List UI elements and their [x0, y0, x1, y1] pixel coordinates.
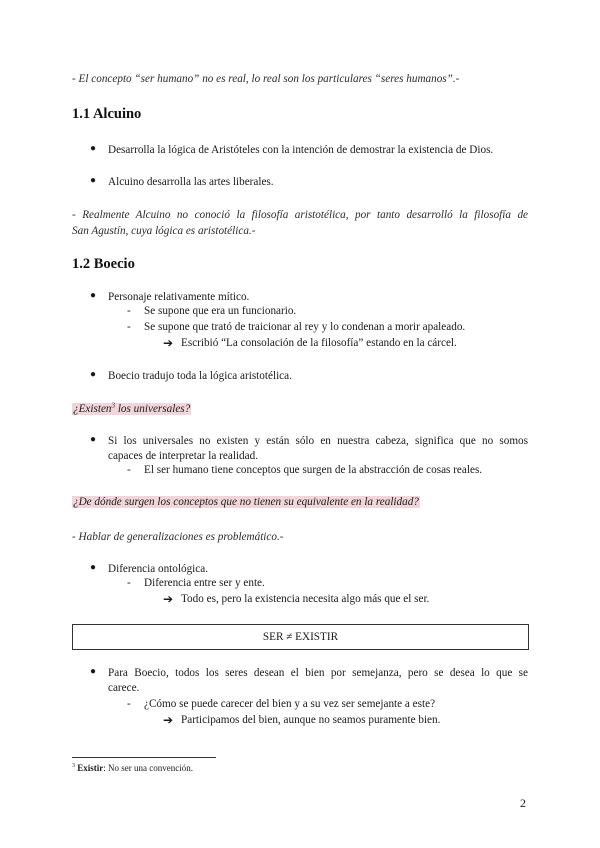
- heading-boecio: 1.2 Boecio: [72, 256, 135, 272]
- dash-marker: -: [127, 321, 131, 333]
- dash-marker: -: [127, 464, 131, 476]
- arrow-item-text: Escribió “La consolación de la filosofía” estando en la cárcel.: [181, 337, 457, 349]
- list-item-line: carece.: [108, 682, 140, 694]
- intro-note: - El concepto “ser humano” no es real, lo real son los particulares “seres humanos”.-: [72, 73, 460, 85]
- list-item: [90, 666, 528, 698]
- sub-list-item-text: Se supone que era un funcionario.: [144, 305, 297, 317]
- list-item: [90, 434, 528, 466]
- arrow-item-text: Participamos del bien, aunque no seamos puramente bien.: [181, 714, 441, 726]
- list-item: [90, 175, 530, 191]
- arrow-right-icon: ➔: [163, 713, 174, 727]
- bullet-icon: ●: [90, 290, 97, 301]
- dash-marker: -: [127, 698, 131, 710]
- bullet-icon: ●: [90, 562, 97, 573]
- generalizaciones-note: - Hablar de generalizaciones es problemático.-: [72, 531, 284, 543]
- list-item-text: Desarrolla la lógica de Aristóteles con la intención de demostrar la existencia de Dios.: [108, 144, 494, 156]
- list-item-text: [108, 434, 528, 464]
- arrow-right-icon: ➔: [163, 592, 174, 606]
- highlighted-question: [72, 403, 191, 415]
- alcuino-note: [72, 207, 528, 239]
- bullet-icon: ●: [90, 369, 97, 380]
- bullet-icon: ●: [90, 434, 97, 445]
- list-item-text: Alcuino desarrolla las artes liberales.: [108, 176, 274, 188]
- footnote: [72, 763, 193, 773]
- list-item: [90, 369, 530, 385]
- question-universales: [72, 401, 191, 415]
- list-item: [90, 290, 530, 306]
- dash-marker: -: [127, 577, 131, 589]
- question-text: ¿Existen: [73, 402, 112, 415]
- sub-list-item-text: ¿Cómo se puede carecer del bien y a su vez ser semejante a este?: [144, 698, 436, 710]
- page-number: 2: [520, 796, 526, 810]
- box-text: SER ≠ EXISTIR: [262, 631, 339, 643]
- arrow-item-text: Todo es, pero la existencia necesita algo más que el ser.: [181, 593, 430, 605]
- bullet-icon: ●: [90, 143, 97, 154]
- question-text: los universales?: [115, 402, 191, 415]
- ser-existir-box: [72, 624, 529, 650]
- list-item-line: Para Boecio, todos los seres desean el bien por semejanza, pero se desea lo que se: [108, 667, 528, 679]
- arrow-right-icon: ➔: [163, 336, 174, 350]
- question-conceptos: [72, 496, 420, 508]
- alcuino-note-line: - Realmente Alcuino no conoció la filosofía aristotélica, por tanto desarrolló la filosofía de: [72, 209, 528, 221]
- bullet-icon: ●: [90, 666, 97, 677]
- footnote-term: Existir: [77, 763, 104, 773]
- sub-list-item-text: Se supone que trató de traicionar al rey y lo condenan a morir apaleado.: [144, 321, 466, 333]
- footnote-marker: 3: [72, 763, 75, 769]
- list-item-line: Si los universales no existen y están sólo en nuestra cabeza, significa que no somos: [108, 435, 528, 447]
- list-item-text: Boecio tradujo toda la lógica aristotélica.: [108, 370, 292, 382]
- footnote-separator: [72, 757, 216, 758]
- list-item-line: capaces de interpretar la realidad.: [108, 450, 259, 462]
- list-item: [90, 562, 530, 578]
- dash-marker: -: [127, 305, 131, 317]
- list-item-text: [108, 666, 528, 696]
- list-item-text: Personaje relativamente mítico.: [108, 291, 250, 303]
- heading-alcuino: 1.1 Alcuino: [72, 106, 142, 122]
- footnote-text: : No ser una convención.: [103, 763, 193, 773]
- bullet-icon: ●: [90, 175, 97, 186]
- sub-list-item-text: El ser humano tiene conceptos que surgen de la abstracción de cosas reales.: [144, 464, 483, 476]
- footnote-ref: 3: [111, 401, 116, 409]
- sub-list-item-text: Diferencia entre ser y ente.: [144, 577, 265, 589]
- highlighted-question: ¿De dónde surgen los conceptos que no tienen su equivalente en la realidad?: [73, 496, 419, 508]
- alcuino-note-line: San Agustín, cuya lógica es aristotélica.-: [72, 225, 256, 237]
- list-item-text: Diferencia ontológica.: [108, 563, 209, 575]
- list-item: [90, 143, 530, 159]
